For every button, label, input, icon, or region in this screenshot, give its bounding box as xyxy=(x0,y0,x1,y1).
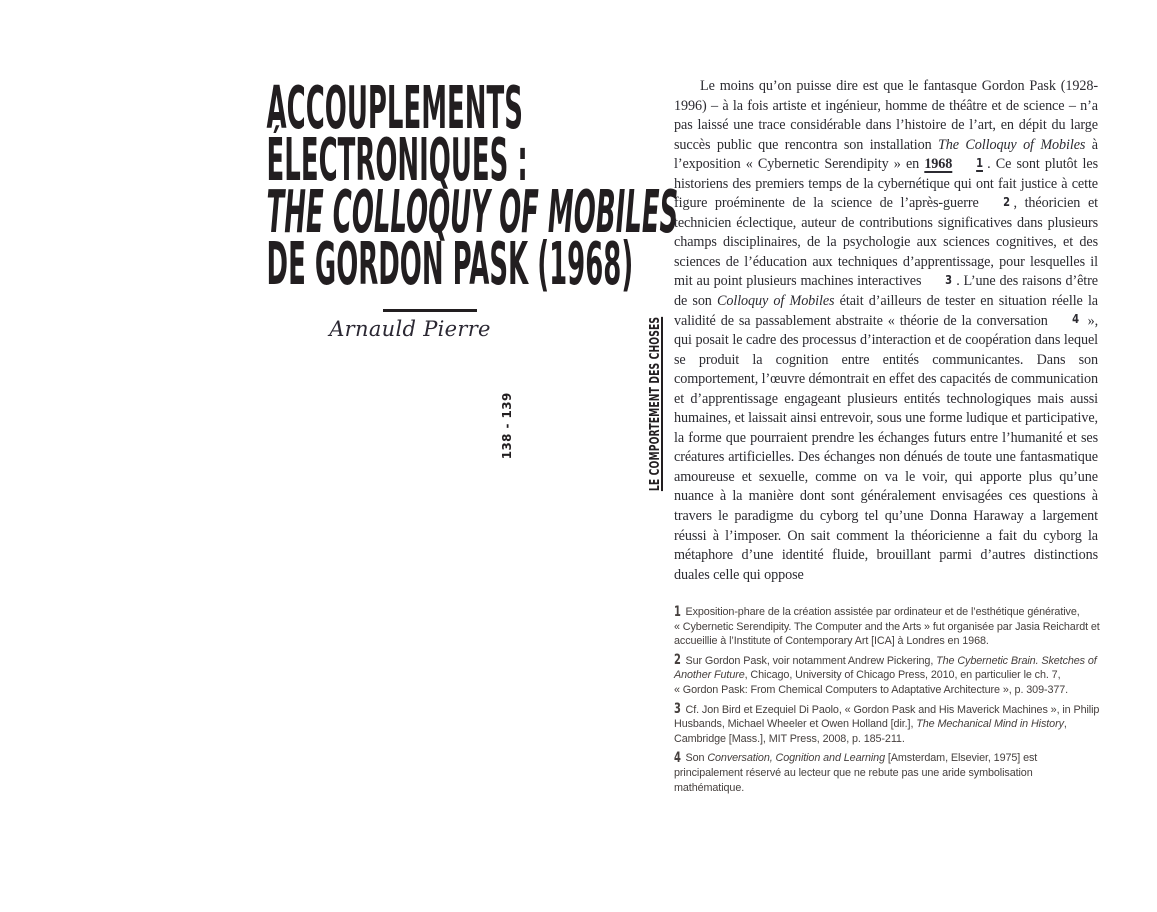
text-segment: Sur Gordon Pask, voir notamment Andrew Pickering, xyxy=(685,654,937,667)
text-segment: , Chicago, University of Chicago Press, 2010, en particulier le ch. 7, « Gordon Pask: From Chemical Computers to Adaptative Architecture », p. 309-377. xyxy=(674,669,1069,696)
text-segment: Son xyxy=(685,752,708,765)
footnote-3 xyxy=(674,703,1104,747)
author-name: Arnauld Pierre xyxy=(329,317,491,341)
note-ref-3[interactable]: 3 xyxy=(945,272,953,288)
text-segment: . Ce sont plutôt les historiens des premiers temps de la cybernétique qui ont fait justice à cette figure proéminente de la science de l’après-guerre xyxy=(674,156,1098,212)
footnote-number-4: 4 xyxy=(674,749,681,766)
text-segment: », qui posait le cadre des processus d’interaction et de coopération dans lequel se produit la cognition entre entités communicantes. Dans son comportement, l’œuvre démontrait en effet des capacités de communication et d’apprentissage engageant plusieurs entités technologiques mais aussi humaines, et laissait ainsi entrevoir, sous une forme ludique et participative, la forme que pourraient prendre les échanges futurs entre l’humanité et ses créatures artificielles. Des échanges non dénués de toute une fantasmatique amoureuse et sexuelle, comme on va le voir, qui apporte plus qu’une nuance à la manière dont sont généralement envisagées ces questions à travers le paradigme du cyborg tel qu’une Donna Haraway a largement réussi à l’imposer. On sait comment la théoricienne a fait du cyborg la métaphore d’une identité fluide, brouillant parmi d’autres distinctions duales celle qui oppose xyxy=(674,312,1099,583)
footnote-2 xyxy=(674,654,1104,698)
text-segment: , Cambridge [Mass.], MIT Press, 2008, p. 185-211. xyxy=(674,718,1067,745)
note-ref-4[interactable]: 4 xyxy=(1071,312,1079,328)
page-numbers: 138 - 139 xyxy=(499,392,514,460)
text-segment: The Cybernetic Brain. Sketches of Another Future xyxy=(674,654,1097,682)
text-segment: Le moins qu’on puisse dire est que le fantasque Gordon Pask (1928-1996) – à la fois artiste et ingénieur, homme de théâtre et de science – n’a pas laissé une trace considérable dans l’histoire de l’art, en dépit du large succès public que rencontra son installation xyxy=(674,78,1098,153)
text-segment: à l’exposition « Cybernetic Serendipity » en xyxy=(674,136,1098,173)
chapter-title-line: ACCOUPLEMENTS xyxy=(266,73,523,142)
running-title: LE COMPORTEMENT DES CHOSES xyxy=(647,316,663,492)
footnote-number-3: 3 xyxy=(674,701,681,718)
footnote-number-2: 2 xyxy=(674,652,681,669)
chapter-title-line: THE COLLOQUY OF MOBILES xyxy=(266,177,679,246)
footnote-1 xyxy=(674,605,1104,649)
chapter-title-line: ÉLECTRONIQUES : xyxy=(266,125,528,194)
chapter-title xyxy=(0,73,679,298)
text-segment: Colloquy of Mobiles xyxy=(717,293,835,310)
text-segment: Conversation, Cognition and Learning xyxy=(707,752,885,765)
text-segment: , théoricien et technicien éclectique, auteur de contributions significatives dans plusieurs champs disciplinaires, de la psychologie aux sciences cognitives, et des sciences de l’éducation aux techniques d’apprentissage, pour lesquelles il mit au point plusieurs machines interactives xyxy=(674,195,1098,290)
footnotes-block xyxy=(674,605,1104,800)
text-segment: était d’ailleurs de tester en situation réelle la validité de sa passablement abstraite « théorie de la conversation xyxy=(674,293,1098,329)
footnote-number-1: 1 xyxy=(674,603,681,620)
text-segment: . L’une des raisons d’être de son xyxy=(674,273,1098,310)
text-segment: [Amsterdam, Elsevier, 1975] est principalement réservé au lecteur que ne rebute pas une aride symbolisation mathématique. xyxy=(674,752,1038,794)
note-ref-1[interactable]: 1 xyxy=(976,155,984,171)
text-segment: Exposition-phare de la création assistée par ordinateur et de l’esthétique générative, « Cybernetic Serendipity. The Computer and the Arts » fut organisée par Jasia Reichardt et accueillie à l’Institute of Contemporary Art [ICA] à Londres en 1968. xyxy=(674,606,1100,648)
year-link[interactable]: 1968 xyxy=(924,156,953,173)
title-rule xyxy=(383,309,477,312)
chapter-title-line: DE GORDON PASK (1968) xyxy=(266,229,634,298)
text-segment: Cf. Jon Bird et Ezequiel Di Paolo, « Gordon Pask and His Maverick Machines », in Philip Husbands, Michael Wheeler et Owen Holland [dir.], xyxy=(674,703,1100,731)
footnote-4 xyxy=(674,751,1104,795)
body-paragraph xyxy=(674,77,1098,585)
note-ref-2[interactable]: 2 xyxy=(1002,194,1010,210)
text-segment: The Colloquy of Mobiles xyxy=(938,136,1086,153)
text-segment: The Mechanical Mind in History xyxy=(916,718,1064,731)
